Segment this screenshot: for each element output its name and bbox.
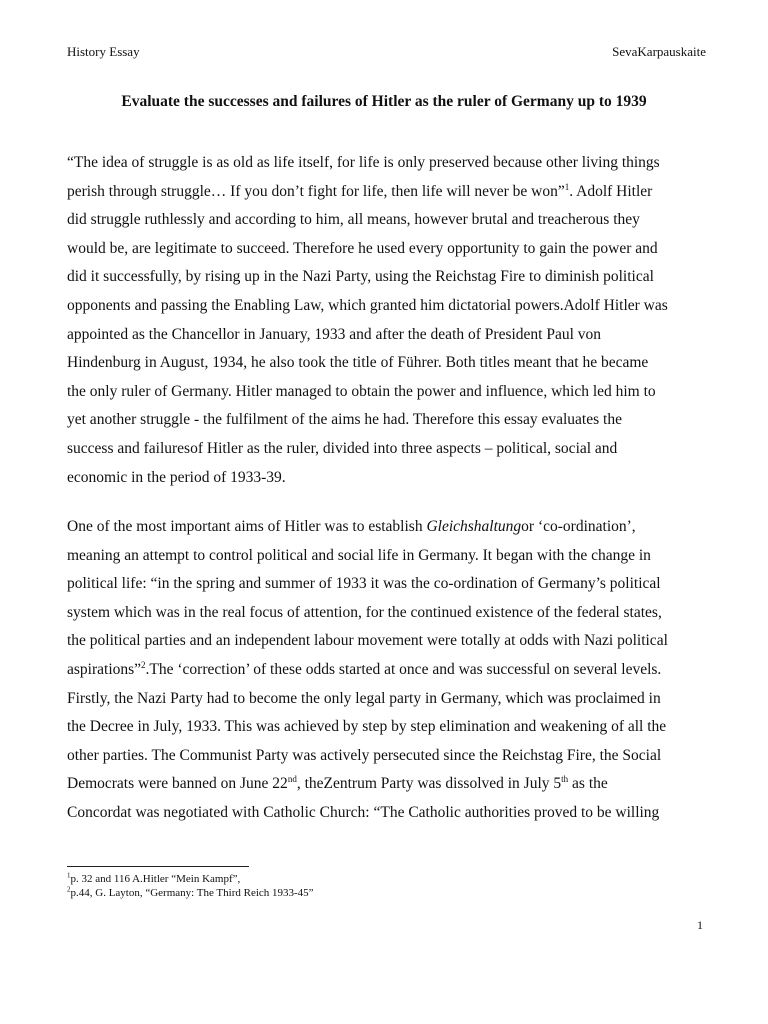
paragraph-line: “The idea of struggle is as old as life itself, for life is only preserved because other living things <box>67 154 660 171</box>
line-text: aspirations” <box>67 660 142 678</box>
footnote-separator <box>67 866 249 867</box>
paragraph-line: yet another struggle - the fulfilment of the aims he had. Therefore this essay evaluates the <box>67 411 622 429</box>
line-text: , theZentrum Party was dissolved in July 5 <box>296 775 562 793</box>
line-text: or ‘co-ordination’, <box>521 518 636 535</box>
paragraph-line <box>67 178 707 207</box>
italic-term: Gleichshaltung <box>426 518 522 535</box>
paragraph-line: economic in the period of 1933-39. <box>67 468 286 486</box>
header-course-title: History Essay <box>67 44 140 59</box>
footnote-number: 2 <box>67 885 71 894</box>
paragraph-line: meaning an attempt to control political and social life in Germany. It began with the change in <box>67 546 651 564</box>
footnote-number: 1 <box>67 871 71 880</box>
paragraph-line: opponents and passing the Enabling Law, which granted him dictatorial powers.Adolf Hitler was <box>67 296 668 314</box>
paragraph-line: would be, are legitimate to succeed. Therefore he used every opportunity to gain the power and <box>67 239 658 257</box>
paragraph-line: the Decree in July, 1933. This was achieved by step by step elimination and weakening of all the <box>67 718 667 736</box>
paragraph-line: success and failuresof Hitler as the ruler, divided into three aspects – political, social and <box>67 439 618 457</box>
page-number: 1 <box>697 918 703 932</box>
paragraph-line: did struggle ruthlessly and according to him, all means, however brutal and treacherous they <box>67 211 640 229</box>
paragraph-line: Firstly, the Nazi Party had to become the only legal party in Germany, which was proclaimed in <box>67 689 661 707</box>
footnote-ref-1[interactable]: 1 <box>564 181 570 192</box>
essay-title: Evaluate the successes and failures of Hitler as the ruler of Germany up to 1939 <box>121 93 647 110</box>
footnote-1 <box>67 872 314 886</box>
paragraph-line: system which was in the real focus of attention, for the continued existence of the federal states, <box>67 603 662 621</box>
header-author-name: SevaKarpauskaite <box>612 44 706 59</box>
paragraph-line: the political parties and an independent labour movement were totally at odds with Nazi political <box>67 632 668 650</box>
ordinal-suffix: nd <box>287 774 297 785</box>
line-text: Democrats were banned on June 22 <box>67 775 288 793</box>
paragraph-introduction <box>67 149 707 492</box>
paragraph-line: other parties. The Communist Party was actively persecuted since the Reichstag Fire, the Social <box>67 746 662 764</box>
paragraph-gleichschaltung <box>67 513 707 828</box>
footnote-ref-2[interactable]: 2 <box>141 659 146 670</box>
footnote-text: p.44, G. Layton, “Germany: The Third Reich 1933-45” <box>70 887 314 899</box>
paragraph-line: appointed as the Chancellor in January, 1933 and after the death of President Paul von <box>67 325 602 343</box>
ordinal-suffix: th <box>561 774 569 785</box>
footnotes <box>67 872 314 900</box>
paragraph-line: Concordat was negotiated with Catholic Church: “The Catholic authorities proved to be willing <box>67 803 660 821</box>
quote-text: perish through struggle… If you don’t fight for life, then life will never be won” <box>67 182 565 200</box>
paragraph-line <box>67 656 707 685</box>
paragraph-line: the only ruler of Germany. Hitler managed to obtain the power and influence, which led him to <box>67 382 656 400</box>
footnote-text: p. 32 and 116 A.Hitler “Mein Kampf”, <box>70 873 241 885</box>
line-text: .The ‘correction’ of these odds started at once and was successful on several levels. <box>145 660 662 678</box>
footnote-2 <box>67 886 314 900</box>
paragraph-line: Hindenburg in August, 1934, he also took the title of Führer. Both titles meant that he became <box>67 354 649 372</box>
line-text: as the <box>568 775 608 793</box>
paragraph-line: political life: “in the spring and summer of 1933 it was the co-ordination of Germany’s political <box>67 575 661 593</box>
line-text: . Adolf Hitler <box>569 182 653 200</box>
line-text: One of the most important aims of Hitler was to establish <box>67 518 427 535</box>
paragraph-line <box>67 513 707 542</box>
paragraph-line: did it successfully, by rising up in the Nazi Party, using the Reichstag Fire to diminish political <box>67 268 654 286</box>
paragraph-line <box>67 770 707 799</box>
